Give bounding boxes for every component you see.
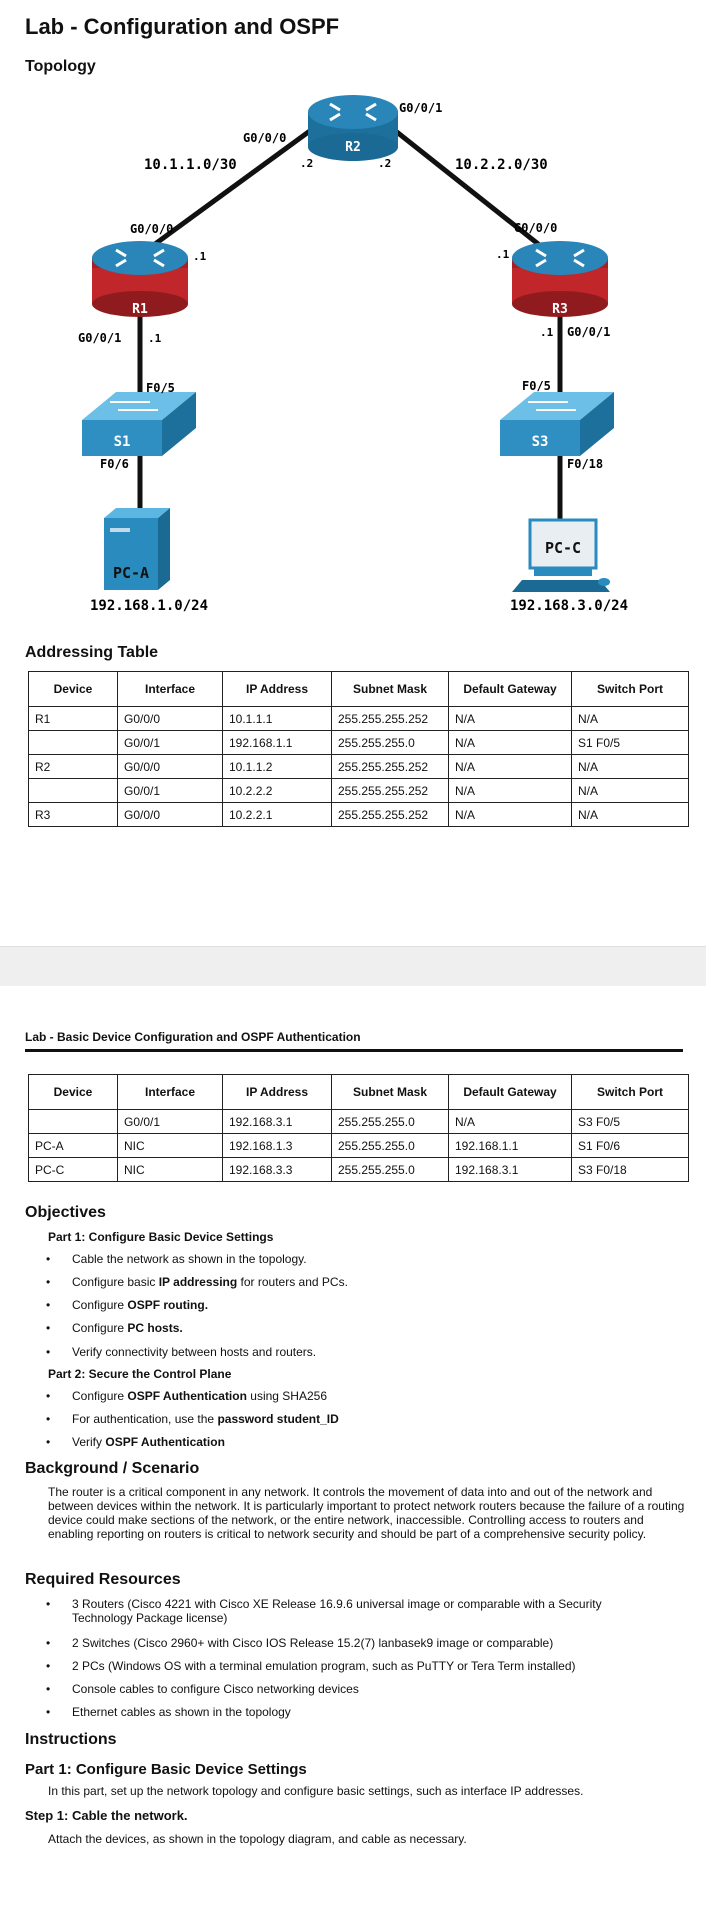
switch-s1-icon <box>82 392 196 456</box>
table-header-row <box>29 1075 689 1110</box>
r2-left-host: .2 <box>300 157 314 170</box>
col-device: Device <box>29 1075 118 1110</box>
r3-lan-host: .1 <box>540 326 554 339</box>
list-item: • Configure OSPF Authentication using SHA256 <box>48 1389 327 1403</box>
page-title: Lab - Configuration and OSPF <box>25 14 340 39</box>
pca-label: PC-A <box>112 564 150 582</box>
list-item: • 2 Switches (Cisco 2960+ with Cisco IOS Release 15.2(7) lanbasek9 image or comparable) <box>48 1636 658 1650</box>
list-item: • Cable the network as shown in the topology. <box>48 1252 307 1266</box>
s1-label: S1 <box>113 434 131 450</box>
r1-wan-host: .1 <box>193 250 207 263</box>
addressing-heading: Addressing Table <box>25 644 159 661</box>
col-mask: Subnet Mask <box>332 1075 449 1110</box>
objectives-heading: Objectives <box>25 1204 106 1221</box>
list-item: • 3 Routers (Cisco 4221 with Cisco XE Release 16.9.6 universal image or comparable with a Security Technology Package license) <box>48 1597 658 1625</box>
s1-up-port: F0/5 <box>146 381 175 395</box>
list-item: • Configure PC hosts. <box>48 1321 183 1335</box>
col-interface: Interface <box>118 672 223 707</box>
table-row: G0/0/1 192.168.3.1 255.255.255.0 N/A S3 F0/5 <box>29 1110 689 1134</box>
s3-down-port: F0/18 <box>567 457 604 471</box>
list-item: • Ethernet cables as shown in the topology <box>48 1705 658 1719</box>
s3-up-port: F0/5 <box>522 379 551 393</box>
page-1 <box>0 0 706 946</box>
r3-wan-if: G0/0/0 <box>514 221 558 235</box>
col-gateway: Default Gateway <box>449 672 572 707</box>
link-r2-r3 <box>388 125 552 255</box>
list-item: • Configure OSPF routing. <box>48 1298 208 1312</box>
header-rule <box>25 1049 683 1052</box>
list-item: • Console cables to configure Cisco networking devices <box>48 1682 658 1696</box>
list-item: • Verify connectivity between hosts and routers. <box>48 1345 316 1359</box>
r1-label: R1 <box>132 302 148 317</box>
step1-text: Attach the devices, as shown in the topology diagram, and cable as necessary. <box>48 1832 467 1846</box>
col-mask: Subnet Mask <box>332 672 449 707</box>
r2-right-host: .2 <box>378 157 392 170</box>
r3-label: R3 <box>552 302 568 317</box>
table-row: R2 G0/0/0 10.1.1.2 255.255.255.252 N/A N/A <box>29 755 689 779</box>
col-ip: IP Address <box>223 672 332 707</box>
table-row: R1 G0/0/0 10.1.1.1 255.255.255.252 N/A N/A <box>29 707 689 731</box>
col-switchport: Switch Port <box>572 672 689 707</box>
topology-diagram <box>0 0 706 630</box>
net-left: 10.1.1.0/30 <box>144 157 237 173</box>
resources-heading: Required Resources <box>25 1571 181 1588</box>
table-row: PC-C NIC 192.168.3.3 255.255.255.0 192.168.3.1 S3 F0/18 <box>29 1158 689 1182</box>
list-item: • Configure basic IP addressing for routers and PCs. <box>48 1275 348 1289</box>
part1-heading: Part 1: Configure Basic Device Settings <box>25 1761 307 1778</box>
r1-wan-if: G0/0/0 <box>130 222 174 236</box>
table-row: R3 G0/0/0 10.2.2.1 255.255.255.252 N/A N/A <box>29 803 689 827</box>
s3-label: S3 <box>531 434 549 450</box>
s1-down-port: F0/6 <box>100 457 129 471</box>
page2-header: Lab - Basic Device Configuration and OSPF Authentication <box>25 1030 361 1044</box>
col-switchport: Switch Port <box>572 1075 689 1110</box>
r1-lan-host: .1 <box>148 332 162 345</box>
topology-heading: Topology <box>25 58 96 75</box>
part1-text: In this part, set up the network topology and configure basic settings, such as interface IP addresses. <box>48 1784 584 1798</box>
pcc-network: 192.168.3.0/24 <box>510 598 629 614</box>
list-item: • Verify OSPF Authentication <box>48 1435 225 1449</box>
r3-lan-if: G0/0/1 <box>567 325 611 339</box>
col-ip: IP Address <box>223 1075 332 1110</box>
r2-left-if: G0/0/0 <box>243 131 287 145</box>
step1-heading: Step 1: Cable the network. <box>25 1808 188 1823</box>
r2-label: R2 <box>345 140 361 155</box>
page-gap <box>0 946 706 987</box>
addressing-table-1 <box>28 671 689 827</box>
pca-network: 192.168.1.0/24 <box>90 598 209 614</box>
switch-s3-icon <box>500 392 614 456</box>
col-gateway: Default Gateway <box>449 1075 572 1110</box>
part2-title: Part 2: Secure the Control Plane <box>48 1367 232 1381</box>
table-row: G0/0/1 192.168.1.1 255.255.255.0 N/A S1 F0/5 <box>29 731 689 755</box>
list-item: • 2 PCs (Windows OS with a terminal emulation program, such as PuTTY or Tera Term installed) <box>48 1659 658 1673</box>
col-interface: Interface <box>118 1075 223 1110</box>
background-heading: Background / Scenario <box>25 1460 200 1477</box>
r2-right-if: G0/0/1 <box>399 101 443 115</box>
r3-wan-host: .1 <box>496 248 510 261</box>
table-header-row <box>29 672 689 707</box>
part1-title: Part 1: Configure Basic Device Settings <box>48 1230 274 1244</box>
list-item: • For authentication, use the password student_ID <box>48 1412 339 1426</box>
page-2 <box>0 986 706 1920</box>
col-device: Device <box>29 672 118 707</box>
instructions-heading: Instructions <box>25 1731 117 1748</box>
addressing-table-2 <box>28 1074 689 1182</box>
pcc-label: PC-C <box>544 539 582 557</box>
background-text: The router is a critical component in any network. It controls the movement of data into and out of the network and between devices within the network. It is particularly important to protect network routers because the failure of a routing device could make sections of the network, or the entire network, inaccessible. Controlling access to routers and enabling reporting on routers is critical to network security and should be part of a comprehensive security policy. <box>48 1485 685 1541</box>
table-row: G0/0/1 10.2.2.2 255.255.255.252 N/A N/A <box>29 779 689 803</box>
table-row: PC-A NIC 192.168.1.3 255.255.255.0 192.168.1.1 S1 F0/6 <box>29 1134 689 1158</box>
net-right: 10.2.2.0/30 <box>455 157 548 173</box>
r1-lan-if: G0/0/1 <box>78 331 122 345</box>
